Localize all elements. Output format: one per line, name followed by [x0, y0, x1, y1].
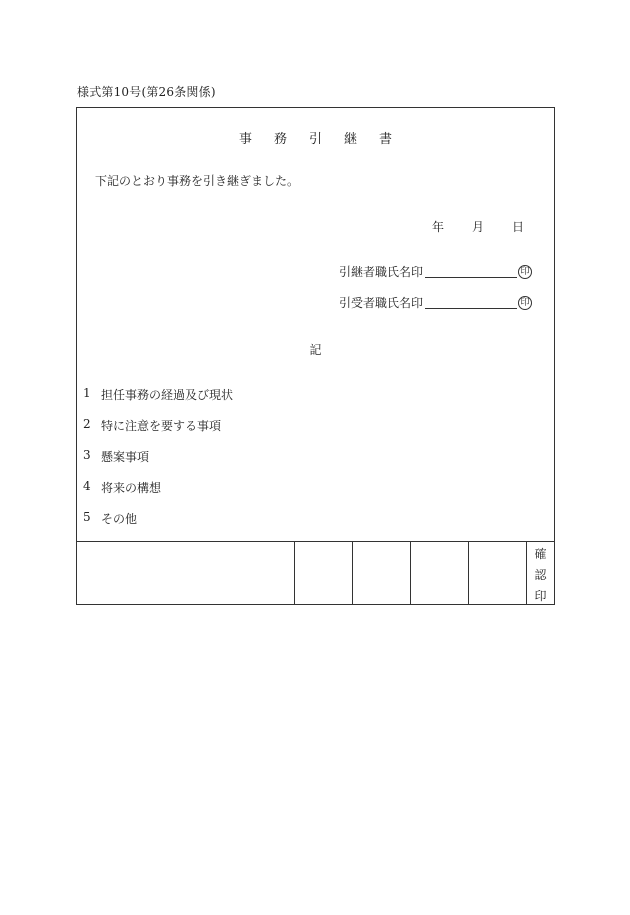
- item-number: 5: [83, 510, 91, 524]
- date-line: [404, 218, 524, 235]
- item-text: 担任事務の経過及び現状: [101, 388, 234, 402]
- date-month: 月: [471, 220, 484, 234]
- confirm-cell[interactable]: [353, 542, 411, 605]
- list-item: [83, 386, 233, 417]
- item-text: 懸案事項: [101, 450, 150, 464]
- item-number: 3: [83, 448, 91, 462]
- title-char: 継: [344, 132, 358, 147]
- signature-line[interactable]: [425, 266, 517, 278]
- seal-mark: 印: [518, 296, 532, 310]
- item-text: その他: [101, 512, 138, 526]
- item-text: 特に注意を要する事項: [101, 419, 222, 433]
- confirmation-table: [77, 541, 554, 605]
- list-item: [83, 417, 233, 448]
- confirm-seal-label: [527, 542, 554, 605]
- signature-line[interactable]: [425, 297, 517, 309]
- signature-receiver: [339, 294, 532, 311]
- intro-text: 下記のとおり事務を引き継ぎました。: [95, 174, 300, 188]
- date-day: 日: [511, 220, 524, 234]
- confirm-cell-wide[interactable]: [77, 542, 295, 605]
- confirm-char: 確: [534, 547, 547, 561]
- title-char: 引: [308, 132, 322, 147]
- item-list: [83, 386, 233, 541]
- ki-heading: 記: [309, 343, 322, 357]
- title-char: 務: [273, 132, 287, 147]
- seal-mark: 印: [518, 265, 532, 279]
- form-frame: [76, 107, 555, 605]
- item-number: 1: [83, 386, 91, 400]
- title-char: 書: [379, 132, 393, 147]
- signature-label: 引継者職氏名印: [339, 265, 424, 279]
- form-number-label: 様式第10号(第26条関係): [77, 85, 216, 99]
- item-text: 将来の構想: [101, 481, 162, 495]
- list-item: [83, 448, 233, 479]
- date-year: 年: [431, 220, 444, 234]
- confirm-char: 認: [534, 568, 547, 582]
- signature-handover: [339, 263, 532, 280]
- signature-label: 引受者職氏名印: [339, 296, 424, 310]
- list-item: [83, 479, 233, 510]
- confirm-cell[interactable]: [469, 542, 527, 605]
- confirm-cell[interactable]: [411, 542, 469, 605]
- item-number: 2: [83, 417, 91, 431]
- confirm-char: 印: [534, 589, 547, 603]
- confirm-cell[interactable]: [295, 542, 353, 605]
- title-char: 事: [238, 132, 252, 147]
- item-number: 4: [83, 479, 91, 493]
- list-item: [83, 510, 233, 541]
- document-title: [77, 128, 554, 147]
